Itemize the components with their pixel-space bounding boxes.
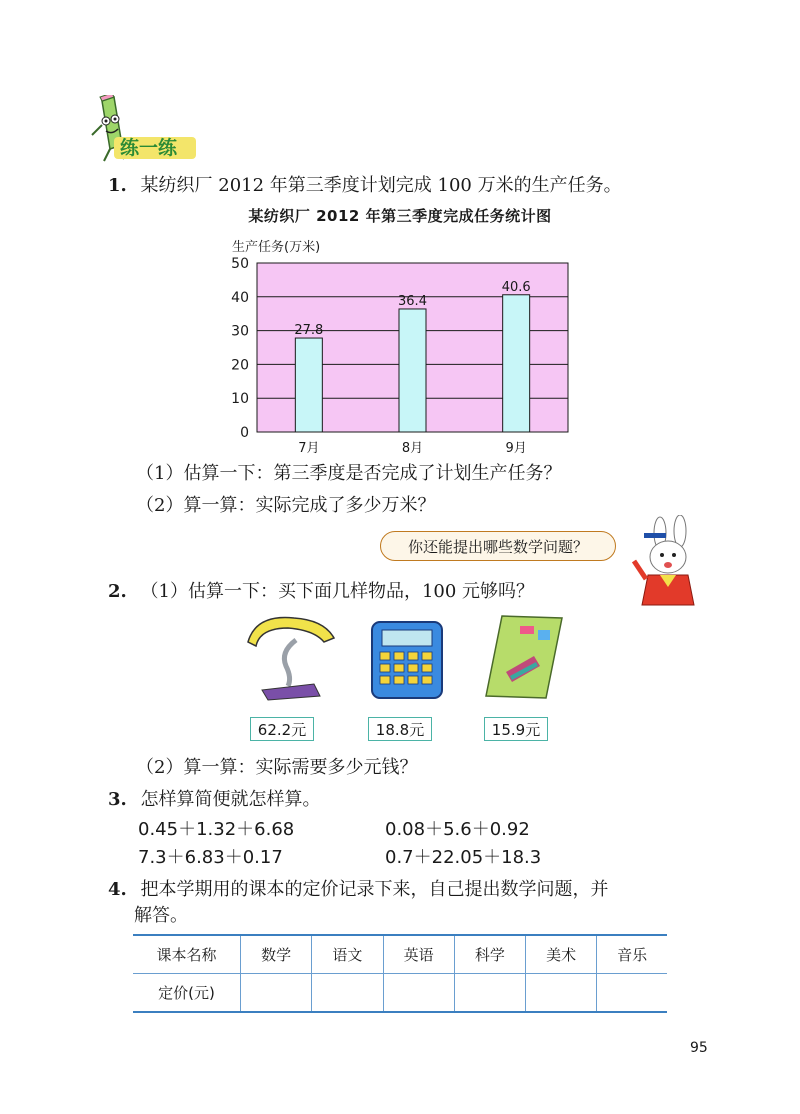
price-tag-pencil-box: 15.9元 [484,717,548,741]
table-cell-input[interactable] [597,974,667,1013]
pencil-box-icon [482,612,566,702]
question-number: 3. [108,789,127,810]
chart-data-label: 40.6 [501,279,531,295]
expression-1: 0.45＋1.32＋6.68 [138,819,295,840]
question-number: 4. [108,879,127,900]
question-text: （1）估算一下：买下面几样物品，100 元够吗？ [140,581,535,602]
question-3 [108,788,321,812]
question-1-sub-2: （2）算一算：实际完成了多少万米？ [136,495,436,516]
question-2-sub-2: （2）算一算：实际需要多少元钱？ [136,757,418,778]
table-cell-input[interactable] [312,974,383,1013]
table-cell: 定价(元) [133,974,241,1013]
chart-y-tick-label: 50 [231,256,249,272]
bar-chart [0,0,800,470]
table-cell: 英语 [383,935,454,974]
textbook-price-table [133,934,667,1013]
table-cell: 音乐 [597,935,667,974]
chart-data-label: 36.4 [398,293,427,309]
question-2 [108,580,534,604]
expression-4: 0.7＋22.05＋18.3 [385,847,542,868]
price-tag-calculator: 18.8元 [368,717,432,741]
table-cell: 数学 [241,935,312,974]
chart-x-tick-label: 8月 [401,441,424,456]
table-cell: 课本名称 [133,935,241,974]
chart-y-tick-label: 20 [231,357,249,374]
question-number: 1. [108,175,127,196]
chart-bar [399,309,426,432]
chart-y-axis-label: 生产任务(万米) [232,240,321,255]
table-cell-input[interactable] [241,974,312,1013]
chart-y-tick-label: 40 [231,289,249,306]
expression-3: 7.3＋6.83＋0.17 [138,847,283,868]
price-tag-lamp: 62.2元 [250,717,314,741]
question-number: 2. [108,581,127,602]
table-cell: 科学 [454,935,525,974]
speech-bubble: 你还能提出哪些数学问题？ [380,531,616,561]
table-row [133,935,667,974]
calculator-icon [366,618,450,702]
chart-x-tick-label: 9月 [505,441,527,456]
section-title: 练一练 [114,137,196,159]
question-text: 把本学期用的课本的定价记录下来，自己提出数学问题，并 [140,879,609,900]
rabbit-teacher-icon [628,515,703,610]
chart-title: 某纺织厂 2012 年第三季度完成任务统计图 [248,207,552,225]
table-cell: 美术 [526,935,597,974]
chart-y-tick-label: 0 [240,425,249,441]
chart-data-label: 27.8 [294,323,324,339]
question-text: 怎样算简便就怎样算。 [140,789,321,810]
desk-lamp-icon [244,612,340,702]
table-row [133,974,667,1013]
chart-x-tick-label: 7月 [298,441,320,456]
table-cell: 语文 [312,935,383,974]
question-4 [108,878,609,902]
table-cell-input[interactable] [526,974,597,1013]
expression-2: 0.08＋5.6＋0.92 [385,819,530,840]
question-1-sub-1: （1）估算一下：第三季度是否完成了计划生产任务？ [136,463,562,484]
question-text: 某纺织厂 2012 年第三季度计划完成 100 万米的生产任务。 [140,175,622,196]
chart-bar [503,295,530,432]
page-number: 95 [690,1040,708,1056]
question-4-continued: 解答。 [134,905,188,926]
chart-bar [295,338,322,432]
chart-y-tick-label: 10 [231,391,249,408]
table-cell-input[interactable] [454,974,525,1013]
chart-y-tick-label: 30 [231,323,249,340]
table-cell-input[interactable] [383,974,454,1013]
